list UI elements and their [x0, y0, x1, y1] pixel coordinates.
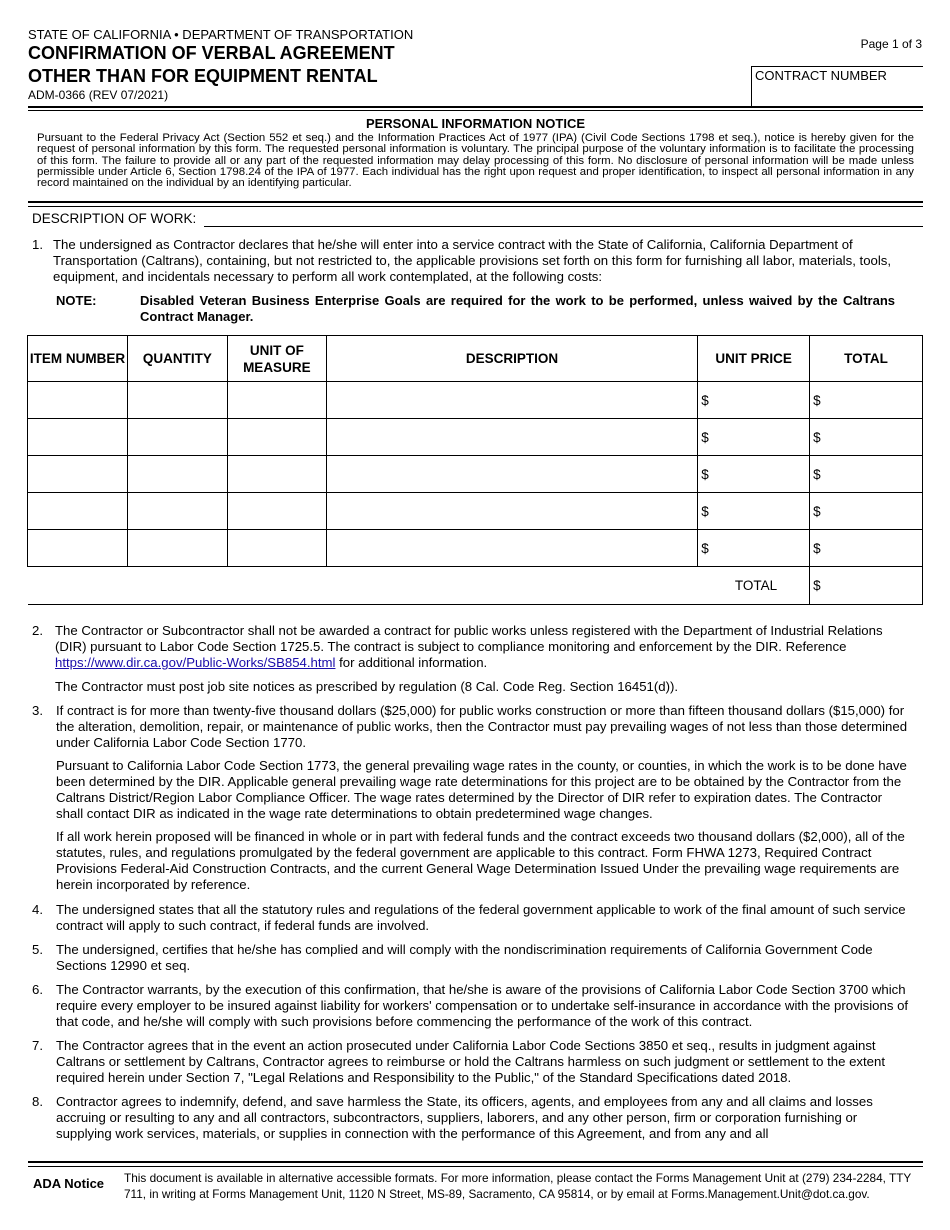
unit-measure-cell[interactable]: [227, 530, 326, 567]
clause-3: [32, 703, 912, 751]
grand-total-label: TOTAL: [28, 567, 810, 605]
description-of-work-label: DESCRIPTION OF WORK:: [32, 211, 197, 226]
unit-price-cell[interactable]: $: [698, 456, 810, 493]
form-title: [28, 42, 395, 88]
divider: [28, 110, 923, 111]
table-total-row: [28, 567, 923, 605]
quantity-cell[interactable]: [127, 382, 227, 419]
form-title-line1: CONFIRMATION OF VERBAL AGREEMENT: [28, 43, 395, 63]
description-cell[interactable]: [326, 530, 697, 567]
total-cell[interactable]: $: [810, 456, 923, 493]
ada-notice-text: This document is available in alternative accessible formats. For more information, please contact the Forms Management Unit at (279) 234-2284, TTY 711, in writing at Forms Management Unit, 1120 N Street, MS-89, Sacramento, CA 95814, or by email at Forms.Management.Unit@dot.ca.gov.: [124, 1171, 912, 1201]
clause-3-paragraph: If all work herein proposed will be financed in whole or in part with federal funds and the contract exceeds two thousand dollars ($2,000), all of the statutes, rules, and regulations promulgated by the federal government are applicable to this contract. Form FHWA 1273, Required Contract Provisions Federal-Aid Construction Contracts, and the current General Wage Determination Issued Under the prevailing wage requirements are herein incorporated by reference.: [56, 829, 905, 892]
cost-table: [27, 335, 923, 605]
quantity-cell[interactable]: [127, 419, 227, 456]
clause-text-part: for additional information.: [335, 655, 488, 670]
total-cell[interactable]: $: [810, 419, 923, 456]
quantity-cell[interactable]: [127, 530, 227, 567]
table-row: [28, 382, 923, 419]
form-number: ADM-0366 (REV 07/2021): [28, 88, 169, 102]
col-description: DESCRIPTION: [326, 336, 697, 382]
col-item-number: ITEM NUMBER: [28, 336, 128, 382]
table-row: [28, 530, 923, 567]
clause-text-part: The Contractor or Subcontractor shall not be awarded a contract for public works unless registered with the Department of Industrial Relations (DIR) pursuant to Labor Code Section 1725.5. The contract is subject to compliance monitoring and enforcement by the DIR. Reference: [55, 623, 883, 654]
unit-measure-cell[interactable]: [227, 456, 326, 493]
contract-number-field[interactable]: [751, 66, 923, 106]
table-row: [28, 456, 923, 493]
col-total: TOTAL: [810, 336, 923, 382]
unit-measure-cell[interactable]: [227, 419, 326, 456]
clause-3-paragraph: Pursuant to California Labor Code Section 1773, the general prevailing wage rates in the county, or counties, in which the work is to be done have been determined by the DIR. Applicable general prevailing wage rate determinations for this project are to be obtained by the Contractor from the Caltrans District/Region Labor Compliance Officer. The wage rates determined by the Director of DIR refer to expiration dates. The Contractor shall contact DIR as indicated in the wage rate determinations to obtain predetermined wage changes.: [56, 758, 907, 821]
description-cell[interactable]: [326, 456, 697, 493]
ada-notice-label: ADA Notice: [33, 1176, 105, 1191]
clause-number: 7.: [32, 1038, 43, 1053]
clause-5: [32, 942, 912, 974]
col-quantity: QUANTITY: [127, 336, 227, 382]
item-number-cell[interactable]: [28, 493, 128, 530]
col-unit-price: UNIT PRICE: [698, 336, 810, 382]
footer-divider: [28, 1166, 923, 1167]
clause-number: 4.: [32, 902, 43, 917]
note-text: Disabled Veteran Business Enterprise Goals are required for the work to be performed, unless waived by the Caltrans Contract Manager.: [140, 293, 895, 324]
clause-4: [32, 902, 912, 934]
clause-2: [32, 623, 912, 671]
clause-text: If contract is for more than twenty-five thousand dollars ($25,000) for public works construction or more than fifteen thousand dollars ($15,000) for the alteration, demolition, repair, or maintenance of public works, then the Contractor must pay prevailing wages of not less than those determined under California Labor Code Section 1770.: [56, 703, 908, 750]
unit-price-cell[interactable]: $: [698, 419, 810, 456]
contract-number-label: CONTRACT NUMBER: [755, 68, 887, 83]
clause-text: The undersigned as Contractor declares that he/she will enter into a service contract with the State of California, California Department of Transportation (Caltrans), containing, but not restricted to, the applicable provisions set forth on this form for furnishing all labor, materials, tools, equipment, and incidentals necessary to perform all work contemplated, at the following costs:: [53, 237, 892, 284]
table-row: [28, 493, 923, 530]
quantity-cell[interactable]: [127, 456, 227, 493]
clause-number: 3.: [32, 703, 43, 718]
page-indicator: Page 1 of 3: [860, 37, 922, 51]
footer-divider: [28, 1161, 923, 1163]
clause-7: [32, 1038, 912, 1086]
clause-2-paragraph: The Contractor must post job site notices as prescribed by regulation (8 Cal. Code Reg. Section 16451(d)).: [55, 679, 679, 694]
item-number-cell[interactable]: [28, 382, 128, 419]
divider: [28, 206, 923, 207]
col-unit-of-measure: UNIT OF MEASURE: [227, 336, 326, 382]
unit-price-cell[interactable]: $: [698, 382, 810, 419]
clause-number: 6.: [32, 982, 43, 997]
unit-price-cell[interactable]: $: [698, 530, 810, 567]
clause-text: The Contractor agrees that in the event an action prosecuted under California Labor Code Sections 3850 et seq., results in judgment against Caltrans or settlement by Caltrans, Contractor agrees to reimburse or hold the Caltrans harmless on such judgment or settlement to the extent required herein under Section 7, "Legal Relations and Responsibility to the Public," of the Standard Specifications dated 2018.: [56, 1038, 886, 1085]
clause-number: 5.: [32, 942, 43, 957]
dir-link[interactable]: https://www.dir.ca.gov/Public-Works/SB854.html: [55, 655, 336, 670]
item-number-cell[interactable]: [28, 419, 128, 456]
total-cell[interactable]: $: [810, 493, 923, 530]
table-header-row: [28, 336, 923, 382]
agency-name: STATE OF CALIFORNIA • DEPARTMENT OF TRANSPORTATION: [28, 27, 414, 42]
unit-measure-cell[interactable]: [227, 382, 326, 419]
unit-price-cell[interactable]: $: [698, 493, 810, 530]
description-of-work-field[interactable]: [204, 226, 923, 227]
description-cell[interactable]: [326, 419, 697, 456]
unit-measure-cell[interactable]: [227, 493, 326, 530]
clause-number: 2.: [32, 623, 43, 638]
total-cell[interactable]: $: [810, 382, 923, 419]
clause-1: [32, 237, 910, 285]
item-number-cell[interactable]: [28, 530, 128, 567]
clause-6: [32, 982, 912, 1030]
quantity-cell[interactable]: [127, 493, 227, 530]
clause-text: The undersigned, certifies that he/she has complied and will comply with the nondiscrimination requirements of California Government Code Sections 12990 et seq.: [56, 942, 873, 973]
table-row: [28, 419, 923, 456]
privacy-notice-title: PERSONAL INFORMATION NOTICE: [365, 116, 586, 131]
privacy-notice-body: Pursuant to the Federal Privacy Act (Section 552 et seq.) and the Information Practices Act of 1977 (IPA) (Civil Code Sections 1798 et seq.), notice is hereby given for the request of personal information by this form. The requested personal information is voluntary. The principal purpose of the voluntary information is to facilitate the processing of this form. The failure to provide all or any part of the requested information may delay processing of this form. No disclosure of personal information will be made unless permissible under Article 6, Section 1798.24 of the IPA of 1977. Each individual has the right upon request and proper identification, to inspect all personal information in any record maintained on the individual by an identifying particular.: [37, 132, 914, 190]
description-cell[interactable]: [326, 382, 697, 419]
clause-number: 1.: [32, 237, 43, 252]
clause-text: [55, 623, 912, 671]
grand-total-cell[interactable]: $: [810, 567, 923, 605]
clause-text: The undersigned states that all the statutory rules and regulations of the federal government applicable to work of the final amount of such service contract will apply to such contract, if federal funds are involved.: [56, 902, 906, 933]
total-cell[interactable]: $: [810, 530, 923, 567]
form-title-line2: OTHER THAN FOR EQUIPMENT RENTAL: [28, 66, 378, 86]
divider: [28, 201, 923, 203]
clause-number: 8.: [32, 1094, 43, 1109]
clause-8: [32, 1094, 912, 1142]
divider: [28, 106, 923, 108]
description-cell[interactable]: [326, 493, 697, 530]
clause-text: The Contractor warrants, by the execution of this confirmation, that he/she is aware of the provisions of California Labor Code Section 3700 which require every employer to be insured against liability for workers' compensation or to undertake self-insurance in accordance with the provisions of that code, and he/she will comply with such provisions before commencing the performance of the work of this contract.: [56, 982, 909, 1029]
clause-text: Contractor agrees to indemnify, defend, and save harmless the State, its officers, agents, and employees from any and all claims and losses accruing or resulting to any and all contractors, subcontractors, suppliers, laborers, and any other person, firm or corporation furnishing or supplying work services, materials, or supplies in connection with the performance of this Agreement, and from any and all: [56, 1094, 873, 1141]
item-number-cell[interactable]: [28, 456, 128, 493]
note-label: NOTE:: [56, 293, 97, 308]
